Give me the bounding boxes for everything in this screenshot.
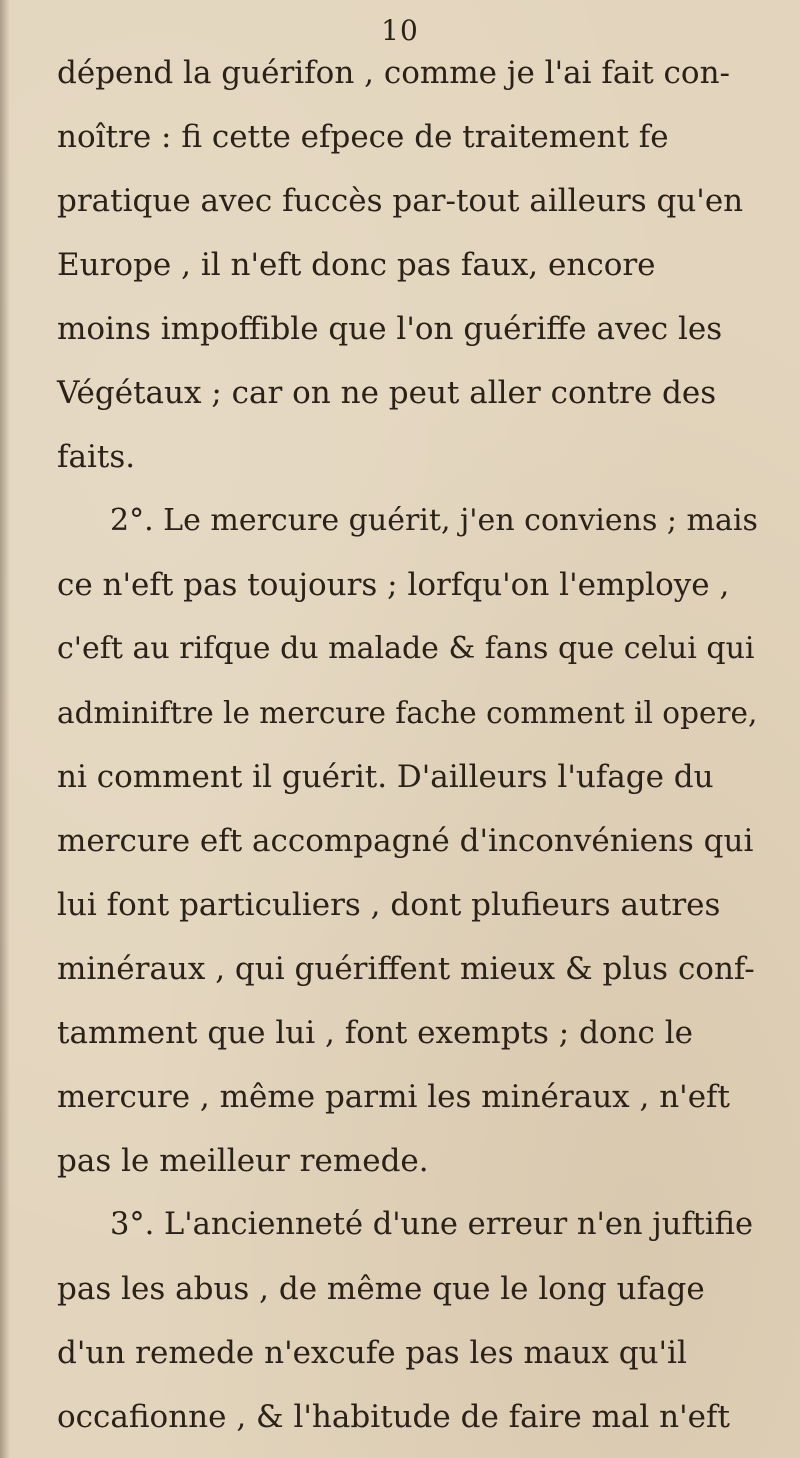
text-line-2: noître : fi cette efpece de traitement fe: [57, 119, 669, 155]
text-line-9: ce n'eft pas toujours ; lorfqu'on l'employe ,: [57, 567, 730, 603]
text-line-18: pas le meilleur remede.: [57, 1143, 429, 1179]
text-line-14: lui font particuliers , dont plufieurs autres: [57, 887, 721, 923]
text-line-6: Végétaux ; car on ne peut aller contre des: [57, 375, 717, 411]
text-line-20: pas les abus , de même que le long ufage: [57, 1271, 705, 1307]
text-line-21: d'un remede n'excufe pas les maux qu'il: [57, 1335, 687, 1371]
text-line-13: mercure eft accompagné d'inconvéniens qui: [57, 823, 754, 859]
text-line-11: adminiftre le mercure fache comment il opere,: [57, 696, 758, 730]
text-line-4: Europe , il n'eft donc pas faux, encore: [57, 247, 656, 283]
text-line-22: occafionne , & l'habitude de faire mal n'eft: [57, 1399, 730, 1435]
text-line-17: mercure , même parmi les minéraux , n'eft: [57, 1079, 730, 1115]
text-line-15: minéraux , qui guériffent mieux & plus conf-: [57, 951, 755, 987]
page-number: 10: [381, 14, 419, 47]
text-line-19: 3°. L'ancienneté d'une erreur n'en juftifie: [110, 1207, 754, 1242]
text-line-5: moins impoffible que l'on guériffe avec les: [57, 311, 723, 347]
text-line-3: pratique avec fuccès par-tout ailleurs qu'en: [57, 183, 744, 219]
text-line-12: ni comment il guérit. D'ailleurs l'ufage du: [57, 759, 714, 795]
text-line-10: c'eft au rifque du malade & fans que celui qui: [57, 631, 755, 666]
text-line-1: dépend la guérifon , comme je l'ai fait con-: [57, 55, 731, 91]
text-line-7: faits.: [57, 439, 136, 475]
page-edge-shadow: [0, 0, 10, 1458]
text-line-8: 2°. Le mercure guérit, j'en conviens ; mais: [110, 503, 758, 538]
text-line-16: tamment que lui , font exempts ; donc le: [57, 1015, 694, 1051]
